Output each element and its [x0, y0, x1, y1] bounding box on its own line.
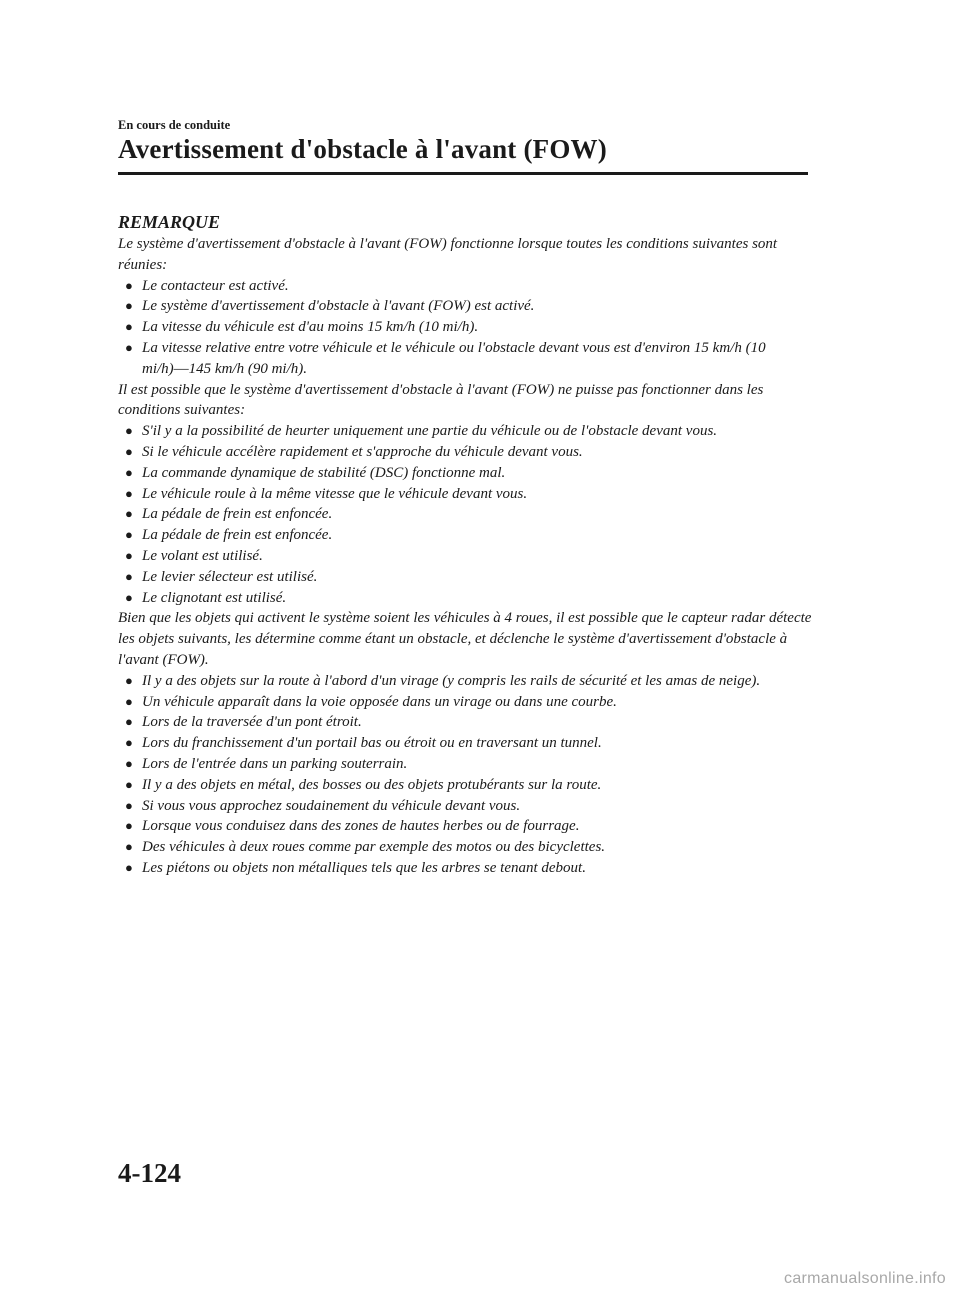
bullet-icon: ●: [125, 423, 133, 439]
bullet-icon: ●: [125, 755, 133, 771]
note-block: [118, 210, 818, 879]
bullet-icon: ●: [125, 485, 133, 501]
bullet-icon: ●: [125, 735, 133, 751]
bullet-list: [118, 671, 818, 879]
list-item: ● Il y a des objets sur la route à l'abord d'un virage (y compris les rails de sécurité et les amas de neige).: [118, 671, 818, 692]
bullet-icon: ●: [125, 298, 133, 314]
list-item: ● Le véhicule roule à la même vitesse que le véhicule devant vous.: [118, 484, 818, 505]
list-item: ● La pédale de frein est enfoncée.: [118, 525, 818, 546]
note-heading: REMARQUE: [118, 212, 221, 232]
bullet-icon: ●: [125, 527, 133, 543]
watermark: carmanualsonline.info: [784, 1270, 946, 1287]
note-paragraph: Il est possible que le système d'avertissement d'obstacle à l'avant (FOW) ne puisse pas fonctionner dans les conditions suivantes:: [118, 381, 764, 419]
bullet-icon: ●: [125, 693, 133, 709]
list-item: ● Lors du franchissement d'un portail bas ou étroit ou en traversant un tunnel.: [118, 733, 818, 754]
list-item: ● Il y a des objets en métal, des bosses ou des objets protubérants sur la route.: [118, 775, 818, 796]
bullet-icon: ●: [125, 568, 133, 584]
list-item: ● Un véhicule apparaît dans la voie opposée dans un virage ou dans une courbe.: [118, 692, 818, 713]
list-item: ● Lors de l'entrée dans un parking souterrain.: [118, 754, 818, 775]
bullet-icon: ●: [125, 506, 133, 522]
bullet-icon: ●: [125, 443, 133, 459]
list-item: ● La vitesse du véhicule est d'au moins 15 km/h (10 mi/h).: [118, 317, 818, 338]
list-item: ● Des véhicules à deux roues comme par exemple des motos ou des bicyclettes.: [118, 837, 818, 858]
bullet-icon: ●: [125, 672, 133, 688]
bullet-list: [118, 421, 818, 608]
bullet-icon: ●: [125, 339, 133, 355]
page-title: Avertissement d'obstacle à l'avant (FOW): [118, 134, 607, 164]
bullet-icon: ●: [125, 319, 133, 335]
list-item: ● La commande dynamique de stabilité (DSC) fonctionne mal.: [118, 463, 818, 484]
list-item: ● Le clignotant est utilisé.: [118, 588, 818, 609]
list-item: ● La pédale de frein est enfoncée.: [118, 504, 818, 525]
bullet-icon: ●: [125, 797, 133, 813]
bullet-icon: ●: [125, 859, 133, 875]
section-label: En cours de conduite: [118, 118, 231, 132]
bullet-list: [118, 276, 818, 380]
note-paragraph: Bien que les objets qui activent le système soient les véhicules à 4 roues, il est possible que le capteur radar détecte les objets suivants, les détermine comme étant un obstacle, et déclenche le système d'avertissement d'obstacle à l'avant (FOW).: [118, 610, 812, 668]
bullet-icon: ●: [125, 589, 133, 605]
list-item: ● La vitesse relative entre votre véhicule et le véhicule ou l'obstacle devant vous est d'environ 15 km/h (10 mi/h)―145 km/h (90 mi/h).: [125, 339, 766, 377]
bullet-icon: ●: [125, 818, 133, 834]
bullet-icon: ●: [125, 839, 133, 855]
list-item: ● S'il y a la possibilité de heurter uniquement une partie du véhicule ou de l'obstacle devant vous.: [118, 421, 818, 442]
list-item: ● Lorsque vous conduisez dans des zones de hautes herbes ou de fourrage.: [118, 816, 818, 837]
list-item: ● Le contacteur est activé.: [118, 276, 818, 297]
list-item: ● Si vous vous approchez soudainement du véhicule devant vous.: [118, 796, 818, 817]
list-item: ● Si le véhicule accélère rapidement et s'approche du véhicule devant vous.: [118, 442, 818, 463]
bullet-icon: ●: [125, 547, 133, 563]
note-paragraph: Le système d'avertissement d'obstacle à l'avant (FOW) fonctionne lorsque toutes les conditions suivantes sont réunies:: [118, 236, 778, 273]
bullet-icon: ●: [125, 464, 133, 480]
bullet-icon: ●: [125, 277, 133, 293]
list-item: ● Lors de la traversée d'un pont étroit.: [118, 712, 818, 733]
page-number: 4-124: [118, 1158, 181, 1188]
list-item: ● Les piétons ou objets non métalliques tels que les arbres se tenant debout.: [118, 858, 818, 879]
bullet-icon: ●: [125, 776, 133, 792]
list-item: ● Le volant est utilisé.: [118, 546, 818, 567]
bullet-icon: ●: [125, 714, 133, 730]
list-item: ● Le levier sélecteur est utilisé.: [118, 567, 818, 588]
title-rule: [118, 172, 808, 175]
list-item: ● Le système d'avertissement d'obstacle à l'avant (FOW) est activé.: [118, 296, 818, 317]
